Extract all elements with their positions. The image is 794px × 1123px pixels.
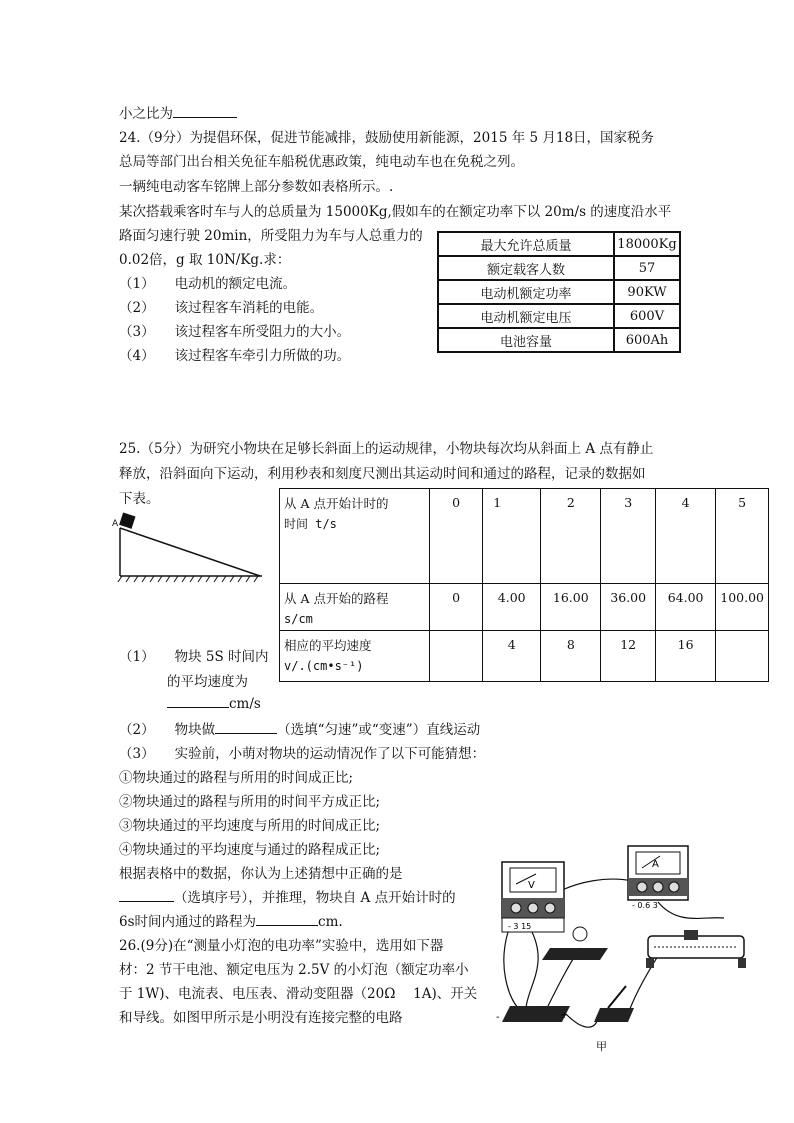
q25-sub1-c: cm/s <box>167 694 261 712</box>
conclusion-3: 6s时间内通过的路程为 cm. <box>119 914 343 930</box>
point-a-label: A <box>112 519 119 529</box>
q26-line3: 于 1W)、电流表、电压表、滑动变阻器（20Ω 1A)、开关 <box>119 986 478 1002</box>
table-row: 电动机额定功率 90KW <box>438 280 680 304</box>
q24-item-3: （3） 该过程客车所受阻力的大小。 <box>119 324 351 340</box>
battery <box>496 1006 570 1023</box>
q26-line4: 和导线。如图甲所示是小明没有连接完整的电路 <box>119 1010 403 1026</box>
table-row: 额定载客人数 57 <box>438 256 680 280</box>
q25-sub1-b: 的平均速度为 <box>167 674 248 690</box>
rheostat <box>646 930 746 968</box>
ground-hatch <box>118 576 258 582</box>
q24-item-1: （1） 电动机的额定电流。 <box>119 276 297 292</box>
q24-line5: 路面匀速行驶 20min，所受阻力为车与人总重力的 <box>119 228 423 244</box>
q25-line3: 下表。 <box>119 491 160 507</box>
table-row-distance: 从 A 点开始的路程 s/cm 0 4.00 16.00 36.00 64.00 100.00 <box>280 584 769 631</box>
header-time: 从 A 点开始计时的 时间 t/s <box>280 489 430 584</box>
answer-blank[interactable] <box>173 104 237 118</box>
incline-slope <box>120 528 260 576</box>
figure-caption: 甲 <box>596 1040 607 1053</box>
ammeter <box>628 846 688 910</box>
incline-diagram <box>110 508 270 588</box>
battery-plus: + <box>560 1010 569 1021</box>
answer-blank[interactable] <box>215 720 277 734</box>
ammeter-terminals: - 0.6 3 <box>632 901 658 910</box>
q23-tail: 小之比为 <box>119 102 237 122</box>
q25-sub2: （2） 物块做 （选填“匀速”或“变速”）直线运动 <box>119 722 481 738</box>
guess-2: ②物块通过的路程与所用的时间平方成正比; <box>119 794 381 810</box>
table-row: 最大允许总质量 18000Kg <box>438 232 680 256</box>
guess-3: ③物块通过的平均速度与所用的时间成正比; <box>119 818 381 834</box>
q24-line3: 一辆纯电动客车铭牌上部分参数如表格所示。. <box>119 179 394 195</box>
header-speed: 相应的平均速度 v/.(cm•s⁻¹) <box>280 631 430 682</box>
bus-spec-table <box>437 231 681 353</box>
table-row: 电池容量 600Ah <box>438 328 680 352</box>
q25-sub1: （1） 物块 5S 时间内 <box>119 649 269 665</box>
switch <box>594 986 634 1022</box>
q24-line4: 某次搭载乘客时车与人的总质量为 15000Kg,假如车的在额定功率下以 20m/s 的速度沿水平 <box>119 204 672 220</box>
q24-line2: 总局等部门出台相关免征车船税优惠政策，纯电动车也在免税之列。 <box>119 154 524 170</box>
battery-minus: - <box>496 1012 500 1023</box>
q26-line2: 材：2 节干电池、额定电压为 2.5V 的小灯泡（额定功率小 <box>119 962 469 978</box>
voltmeter <box>502 862 564 932</box>
q24-line6: 0.02倍，g 取 10N/Kg.求： <box>119 252 291 268</box>
guess-1: ①物块通过的路程与所用的时间成正比; <box>119 770 354 786</box>
table-row: 电动机额定电压 600V <box>438 304 680 328</box>
table-row-speed: 相应的平均速度 v/.(cm•s⁻¹) 4 8 12 16 <box>280 631 769 682</box>
table-row-time: 从 A 点开始计时的 时间 t/s 0 1 2 3 4 5 <box>280 489 769 584</box>
block <box>119 512 135 528</box>
q24-item-2: （2） 该过程客车消耗的电能。 <box>119 300 324 316</box>
q26-line1: 26.(9分)在“测量小灯泡的电功率”实验中，选用如下器 <box>119 938 444 954</box>
header-distance: 从 A 点开始的路程 s/cm <box>280 584 430 631</box>
q25-line2: 释放，沿斜面向下运动，利用秒表和刻度尺测出其运动时间和通过的路程，记录的数据如 <box>119 466 646 482</box>
answer-blank[interactable] <box>256 912 318 926</box>
q25-line1: 25.（5分）为研究小物块在足够长斜面上的运动规律，小物块每次均从斜面上 A 点有静止 <box>119 441 654 457</box>
answer-blank[interactable] <box>119 888 174 902</box>
answer-blank[interactable] <box>167 694 229 708</box>
motion-data-table <box>279 488 769 682</box>
ammeter-label: A <box>652 859 659 870</box>
q24-line1: 24.（9分）为提倡环保，促进节能减排，鼓励使用新能源，2015 年 5 月18日，国家税务 <box>119 130 655 146</box>
voltmeter-label: V <box>528 880 535 891</box>
circuit-figure <box>488 836 754 1056</box>
conclusion-1: 根据表格中的数据，你认为上述猜想中正确的是 <box>119 866 403 882</box>
conclusion-2: （选填序号），并推理，物块自 A 点开始计时的 <box>119 886 456 906</box>
voltmeter-terminals: - 3 15 <box>508 922 532 931</box>
q25-sub3: （3） 实验前，小萌对物块的运动情况作了以下可能猜想： <box>119 746 486 762</box>
q24-item-4: （4） 该过程客车牵引力所做的功。 <box>119 348 351 364</box>
guess-4: ④物块通过的平均速度与通过的路程成正比; <box>119 842 381 858</box>
